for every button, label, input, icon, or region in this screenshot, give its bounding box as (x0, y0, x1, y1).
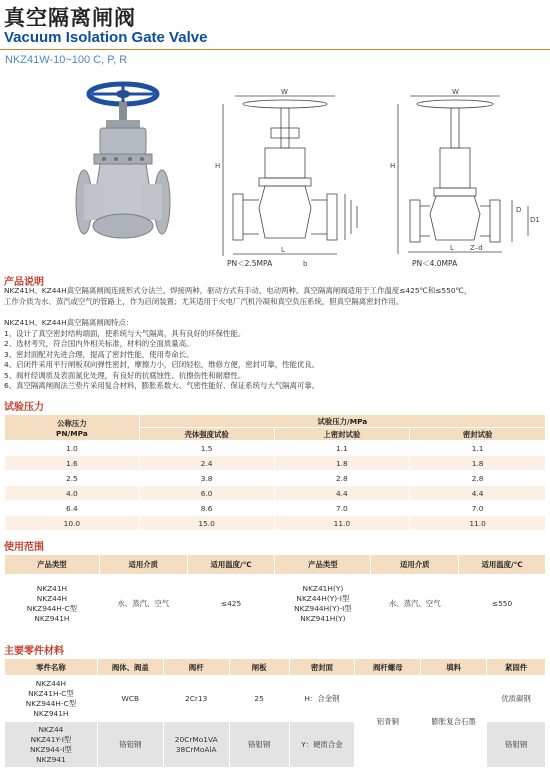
section-heading-description: 产品说明 (4, 277, 44, 288)
feature-item: 4、启闭件采用平行闸板双向弹性密封，摩擦力小，启闭轻松，维修方便，密封可靠，性能优良。 (4, 360, 320, 369)
col-medium-2: 适用介质 (371, 555, 459, 575)
feature-item: 2、选材考究，符合国内外相关标准，材料的全面质量高。 (4, 339, 194, 348)
description-intro (4, 286, 544, 307)
dim-zd: Z–d (470, 244, 483, 252)
handwheel-icon (89, 84, 157, 104)
usage-table (4, 554, 546, 633)
table-row: 1.0 1.5 1.1 1.1 (5, 441, 546, 456)
col-shell: 壳体强度试验 (139, 428, 274, 441)
section-heading-pressure: 试验压力 (4, 402, 44, 413)
type-list: NKZ41H(Y) NKZ44H(Y)-I型 NKZ944H(Y)-I型 NKZ941H(Y) (275, 575, 371, 633)
dim-l-right: L (450, 244, 454, 252)
dim-h-right: H (390, 162, 396, 170)
table-row: NKZ44 NKZ41Y-I型 NKZ944-I型 NKZ941 铬钼钢 20CrMo1VA 38CrMoAlA 铬钼钢 Y：硬质合金 铬钼钢 (5, 722, 546, 768)
col-upper: 上密封试验 (274, 428, 410, 441)
col-temp-2: 适用温度/℃ (459, 555, 546, 575)
dim-h: H (215, 162, 221, 170)
col-seal: 密封试验 (410, 428, 546, 441)
features-title: NKZ41H、KZ44H真空隔离闸阀特点： (4, 318, 134, 327)
part-names: NKZ44 NKZ41Y-I型 NKZ944-I型 NKZ941 (5, 722, 98, 768)
part-names: NKZ44H NKZ41H-C型 NKZ944H-C型 NKZ941H (5, 676, 98, 722)
feature-item: 1、设计了真空密封结构端面，使系统与大气隔离，具有良好的环保性能。 (4, 328, 246, 338)
col-type-2: 产品类型 (275, 555, 371, 575)
table-row: NKZ44H NKZ41H-C型 NKZ944H-C型 NKZ941H WCB 2Cr13 25 H：合金钢 铝青铜 膨胀复合石墨 优质碳钢 (5, 676, 546, 722)
drawing-left-caption: PN＜2.5MPA (227, 259, 273, 268)
page-title-en: Vacuum Isolation Gate Valve (4, 29, 208, 46)
table-row: 1.6 2.4 1.8 1.8 (5, 456, 546, 471)
table-row: 4.0 6.0 4.4 4.4 (5, 486, 546, 501)
drawing-pn25 (215, 88, 365, 268)
col-nominal: 公称压力 PN/MPa (5, 415, 140, 441)
section-heading-usage: 使用范围 (4, 542, 44, 553)
table-row: NKZ41H NKZ44H NKZ944H-C型 NKZ941H 水、蒸汽、空气 ≤425 NKZ41H(Y) NKZ44H(Y)-I型 NKZ944H(Y)-I型 NKZ941H(Y) 水、蒸汽、空气 ≤550 (5, 575, 546, 633)
model-range: NKZ41W-10~100 C, P, R (5, 54, 128, 66)
col-temp: 适用温度/℃ (187, 555, 275, 575)
dim-l: L (281, 246, 285, 254)
section-heading-materials: 主要零件材料 (4, 646, 64, 657)
materials-table: 零件名称 阀体、阀盖 阀杆 闸板 密封面 阀杆螺母 填料 紧固件 NKZ44H NKZ41H-C型 NKZ944H-C型 NKZ941H WCB 2Cr13 25 H：合金钢 铝青铜 膨胀复合石墨 优质碳钢 NKZ44 NKZ41Y-I型 NKZ944-I型 NKZ941 铬钼钢 20CrMo1VA 38CrMoAlA 铬钼钢 Y：硬质合金 铬钼钢 (4, 658, 546, 768)
title-divider (0, 49, 550, 50)
description-line: 工作介质为水、蒸汽或空气的管路上，作为启闭装置；尤其适用于火电厂汽机冷凝和真空负压系统，胆真空隔离密封作用。 (4, 296, 404, 306)
drawing-pn40 (390, 88, 545, 268)
feature-item: 5、阀杆经调质及表面氮化处理，有良好的抗腐蚀性、抗擦伤性和耐磨性。 (4, 370, 246, 380)
col-medium: 适用介质 (99, 555, 187, 575)
description-line: NKZ41H、KZ44H真空隔离闸阀连接形式分法兰、焊接两种，驱动方式有手动、电动两种。真空隔离闸阀适用于工作温度≤425℃和≤550℃， (4, 286, 472, 295)
col-type: 产品类型 (5, 555, 100, 575)
pressure-table (4, 414, 546, 531)
type-list: NKZ41H NKZ44H NKZ944H-C型 NKZ941H (5, 575, 100, 633)
dim-d: D (516, 206, 522, 214)
drawing-right-caption: PN＜4.0MPA (412, 259, 458, 268)
dim-w: W (281, 88, 288, 96)
dim-d1: D1 (530, 216, 540, 224)
dim-w-right: W (452, 88, 459, 96)
col-test: 试验压力/MPa (139, 415, 545, 428)
feature-item: 3、密封面配对先进合理，提高了密封性能，使用寿命长。 (4, 349, 194, 359)
valve-photo (70, 80, 175, 265)
table-row: 6.4 8.6 7.0 7.0 (5, 501, 546, 516)
table-row: 2.5 3.8 2.8 2.8 (5, 471, 546, 486)
dim-b: b (303, 260, 308, 268)
feature-item: 6、真空隔离闸阀法兰垫片采用复合材料，膨胀系数大、气密性能好、保证系统与大气隔离可靠。 (4, 381, 320, 390)
page-title: 真空隔离闸阀 (4, 6, 136, 30)
features-block (4, 318, 544, 392)
table-row: 10.0 15.0 11.0 11.0 (5, 516, 546, 531)
